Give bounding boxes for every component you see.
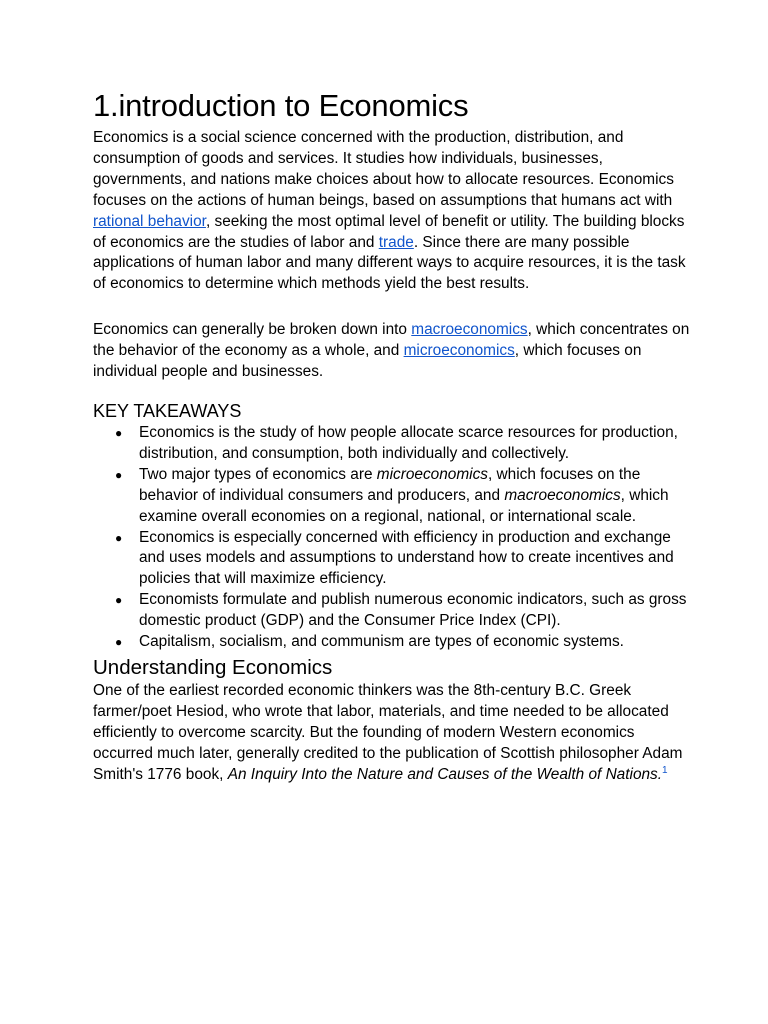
- list-item-text: , which focuses on the behavior of individual consumers and producers, and: [139, 465, 641, 504]
- macroeconomics-link[interactable]: macroeconomics: [411, 321, 528, 339]
- key-takeaways-list: [93, 423, 693, 653]
- list-item: [115, 632, 693, 653]
- intro-p2-text-3: , which focuses on individual people and businesses.: [93, 342, 642, 381]
- understanding-economics-heading: Understanding Economics: [93, 655, 333, 679]
- intro-paragraph-2: [93, 320, 693, 383]
- document-body: [93, 86, 693, 785]
- bullet-icon: ●: [115, 635, 123, 650]
- microeconomics-term: microeconomics: [376, 465, 488, 483]
- intro-p1-text-2: , seeking the most optimal level of benefit or utility. The building blocks of economics are the studies of labor and: [93, 212, 685, 251]
- list-item-text: Two major types of economics are: [139, 465, 377, 483]
- understanding-paragraph: [93, 681, 693, 786]
- list-item: [115, 590, 693, 632]
- microeconomics-link[interactable]: microeconomics: [403, 342, 515, 360]
- key-takeaways-heading: KEY TAKEAWAYS: [93, 400, 242, 421]
- intro-paragraph-1: [93, 128, 693, 295]
- understanding-text-2: .: [657, 765, 663, 783]
- book-title: An Inquiry Into the Nature and Causes of the Wealth of Nations: [227, 765, 658, 783]
- page-title: 1.introduction to Economics: [93, 88, 469, 123]
- list-item-text: Capitalism, socialism, and communism are types of economic systems.: [139, 633, 624, 651]
- list-item: [115, 528, 693, 591]
- footnote-link[interactable]: 1: [662, 764, 668, 776]
- bullet-icon: ●: [115, 530, 123, 545]
- rational-behavior-link[interactable]: rational behavior: [93, 212, 206, 230]
- list-item-text: Economists formulate and publish numerous economic indicators, such as gross domestic product (GDP) and the Consumer Price Index (CPI).: [139, 591, 687, 630]
- intro-p2-text-1: Economics can generally be broken down into: [93, 321, 412, 339]
- intro-p1-text-3: . Since there are many possible applications of human labor and many different ways to acquire resources, it is the task of economics to determine which methods yield the best results.: [93, 233, 686, 293]
- intro-p2-text-2: , which concentrates on the behavior of the economy as a whole, and: [93, 321, 690, 360]
- footnote-ref: [662, 764, 668, 775]
- bullet-icon: ●: [115, 467, 123, 482]
- understanding-text-1: One of the earliest recorded economic thinkers was the 8th-century B.C. Greek farmer/poet Hesiod, who wrote that labor, materials, and time needed to be allocated efficiently to overcome scarcity. But the founding of modern Western economics occurred much later, generally credited to the publication of Scottish philosopher Adam Smith's 1776 book,: [93, 681, 683, 783]
- list-item-text: Economics is especially concerned with efficiency in production and exchange and uses models and assumptions to understand how to create incentives and policies that will maximize efficiency.: [139, 528, 674, 588]
- trade-link[interactable]: trade: [378, 233, 414, 251]
- macroeconomics-term: macroeconomics: [504, 486, 621, 504]
- list-item-text: Economics is the study of how people allocate scarce resources for production, distribution, and consumption, both individually and collectively.: [139, 423, 678, 462]
- list-item: [115, 423, 693, 465]
- bullet-icon: ●: [115, 425, 123, 440]
- intro-p1-text-1: Economics is a social science concerned with the production, distribution, and consumption of goods and services. It studies how individuals, businesses, governments, and nations make choices about how to allocate resources. Economics focuses on the actions of human beings, based on assumptions that humans act with: [93, 129, 674, 209]
- bullet-icon: ●: [115, 593, 123, 608]
- list-item-text: , which examine overall economies on a regional, national, or international scale.: [139, 486, 669, 525]
- list-item: [115, 465, 693, 528]
